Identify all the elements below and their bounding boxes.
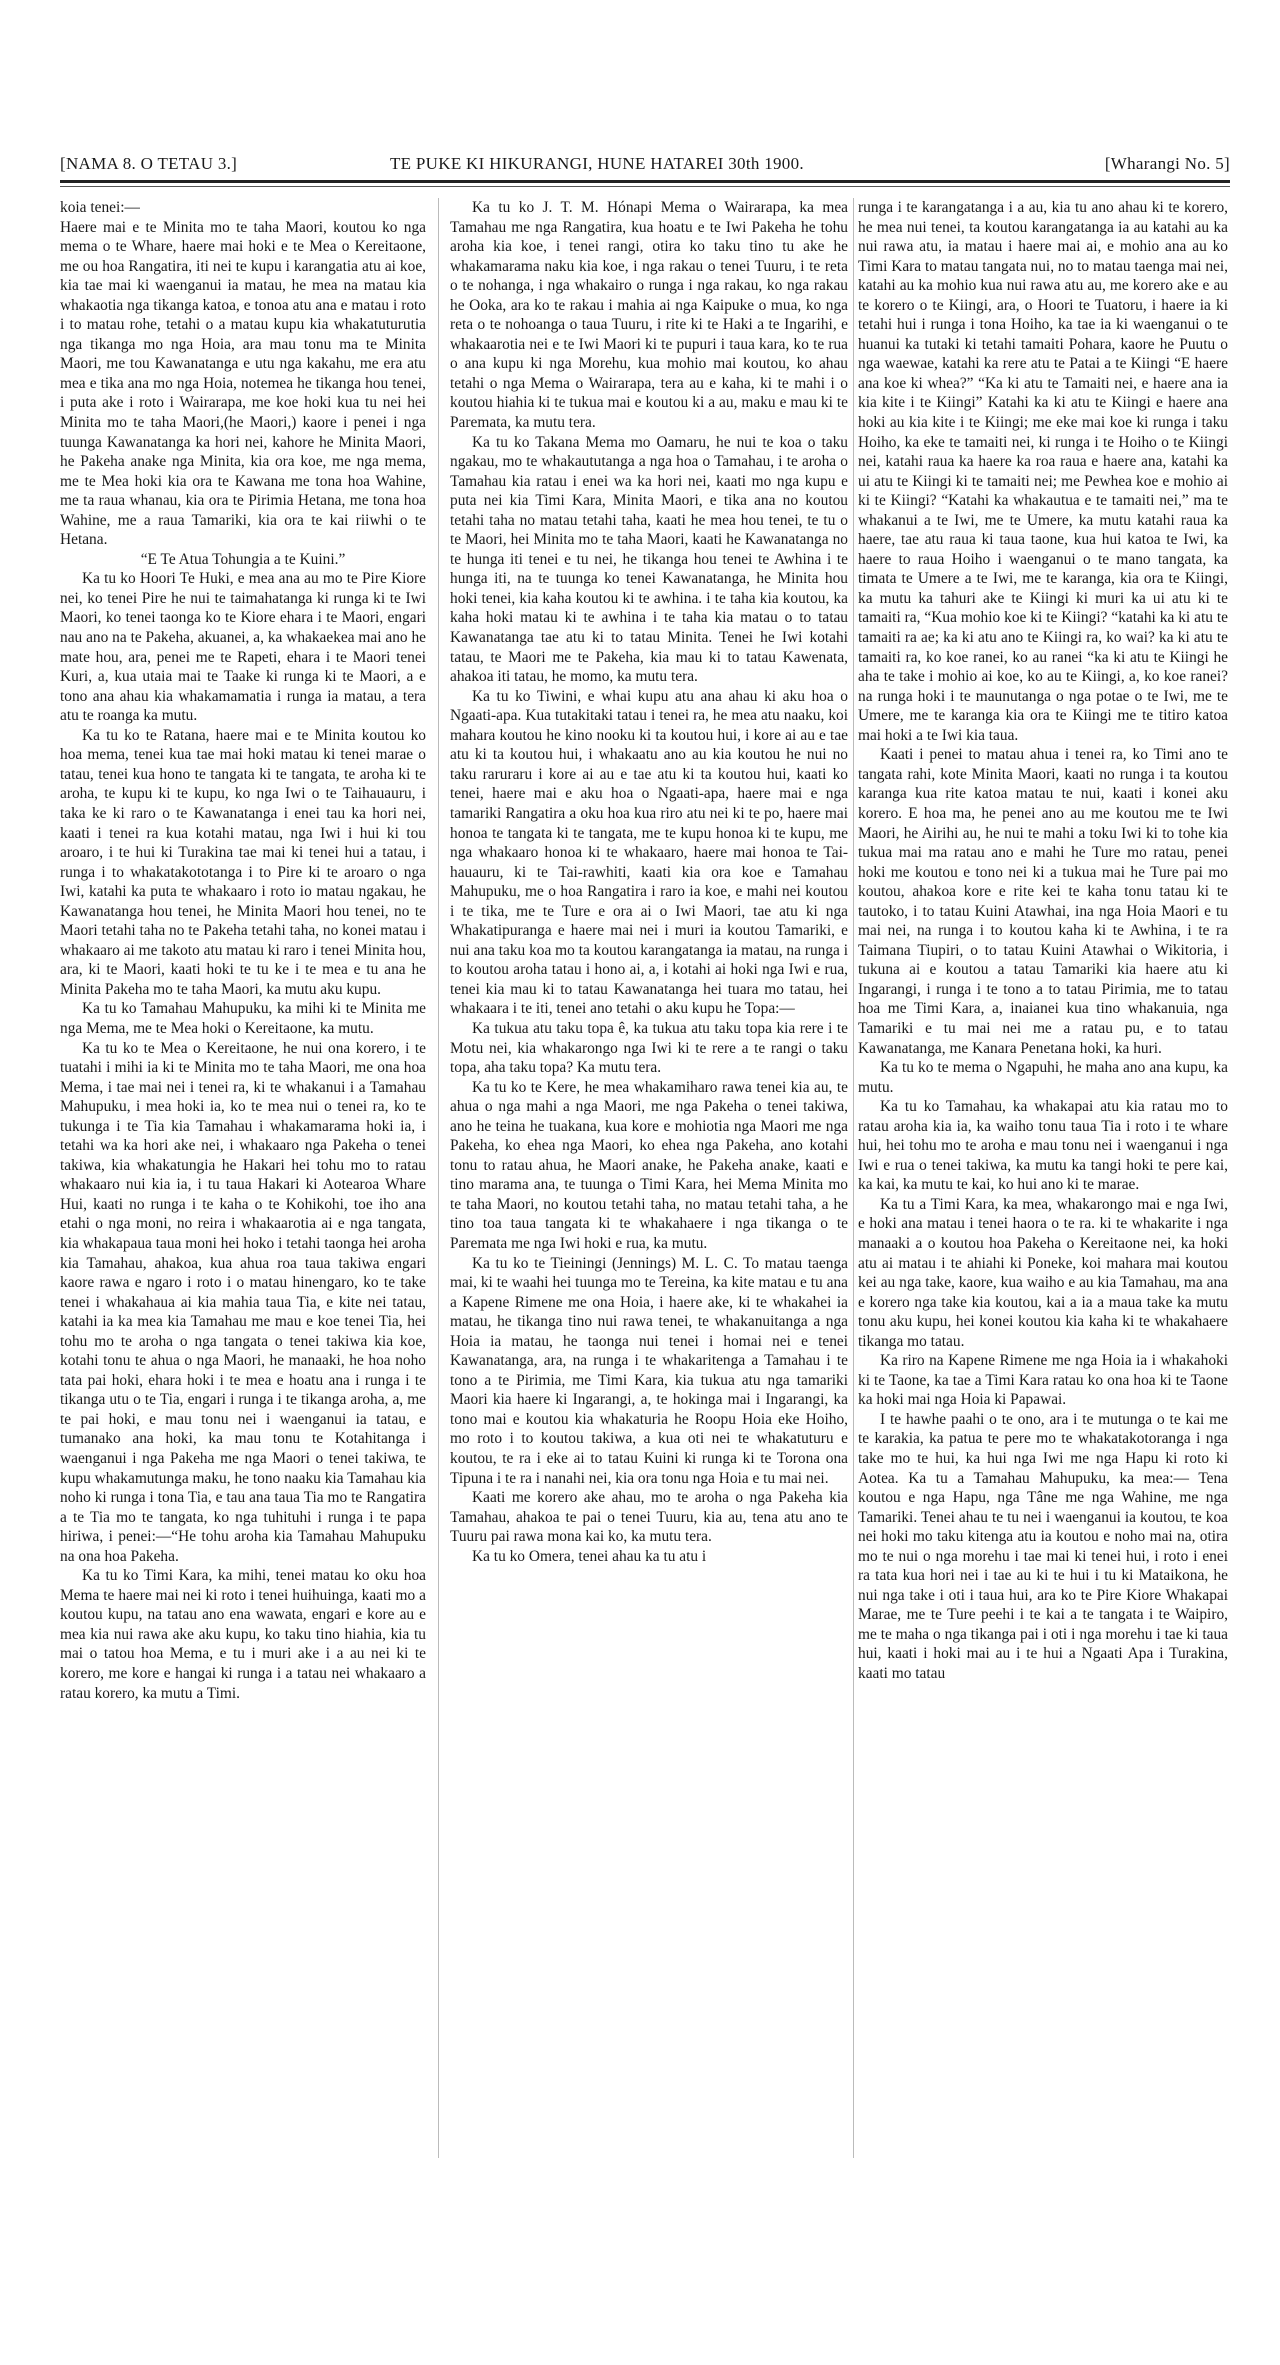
article-paragraph: Ka tu ko te Kere, he mea whakamiharo rawa tenei kia au, te ahua o nga mahi a nga Maori, me nga Pakeha o tenei takiwa, ano he teina he tuakana, kua kore e mohiotia nga Maori me nga Pakeha, ko ehea nga Maori, ko ehea nga Pakeha, ano kotahi tonu to ratau ahua, he Maori anake, he Pakeha anake, kaati e tino marama ana, te tuunga o Timi Kara, hei Mema Minita mo te taha Maori, no koutou tetahi taha, no matau tetahi taha, a he tino toa taua tangata ki te whakahaere i nga tikanga o te Paremata me nga Iwi hoki e rua, ka mutu. <box>450 1078 848 1252</box>
article-paragraph: Kaati i penei to matau ahua i tenei ra, ko Timi ano te tangata rahi, kote Minita Maori, kaati no runga i ta koutou karanga kua rite katoa matau te nui, kaati i konei aku korero. E hoa ma, he penei ano au me koutou me te Iwi Maori, he Airihi au, he nui te mahi a toku Iwi ki to tohe kia tukua mai ma ratau ano e mahi he Ture mo ratau, penei hoki me koutou e tono nei ki a tukua mai he Ture pai mo koutou, ahakoa kore e rite kei te kaha tonu tatau ki te tautoko, i to tatau Kuini Atawhai, ina nga Hoia Maori e tu mai nei, na runga i to koutou kaha ki te Awhina, i te ra Taimana Tiupiri, o to tatau Kuini Atawhai o Wikitoria, i tukuna ai e koutou a tatau Tamariki kia haere atu ki Ingarangi, i runga i te tono a to tatau Pirimia, me to tatau hoa me Timi Kara, a, inaianei kua tino whakanuia, nga Tamariki e tu mai nei me a ratau pu, e to tatau Kawanatanga, me Kanara Penetana hoki, ka huri. <box>858 746 1228 1057</box>
masthead <box>60 150 1230 176</box>
article-paragraph: Ka tu ko te mema o Ngapuhi, he maha ano ana kupu, ka mutu. <box>858 1059 1228 1096</box>
article-paragraph: Ka riro na Kapene Rimene me nga Hoia ia i whakahoki ki te Taone, ka tae a Timi Kara ratau ko ona hoa ki te Taone ka hoki mai nga Hoia ki Papawai. <box>858 1352 1228 1409</box>
header-rule-thin <box>60 186 1230 187</box>
article-paragraph: Ka tu a Timi Kara, ka mea, whakarongo mai e nga Iwi, e hoki ana matau i tenei haora o te ra. ki te whakarite i nga manaaki a o koutou hoa Pakeha o Kereitaone nei, ka hoki atu ai matau i te ahiahi ki Poneke, koi mahara mai koutou kei au nga take, kaore, kua waiho e au kia Tamahau, ma ana e korero nga take kia koutou, kai a ia a maua take ka mutu tonu aku kupu, hei konei koutou kia kaha ki te whakahaere tikanga mo tatau. <box>858 1195 1228 1350</box>
article-paragraph: I te hawhe paahi o te ono, ara i te mutunga o te kai me te karakia, ka patua te pere mo te whakatakotoranga i nga take mo te hui, ka hui nga Iwi me nga Hapu ki roto ki Aotea. Ka tu a Tamahau Mahupuku, ka mea:— Tena koutou e nga Hapu, nga Tâne me nga Wahine, me nga Tamariki. Tenei ahau te tu nei i waenganui ia koutou, te koa nei hoki mo taku kitenga atu ia koutou e noho mai na, otira mo te nui o nga morehu i tae mai ki tenei hui, i roto i enei ra tata kua hori nei i tae au ki te hui i tu ki Mataikona, he nui nga take i oti i taua hui, ara ko te Pire Kiore Whakapai Marae, me te Ture peehi i te kai a te tangata i te Waipiro, me te maha o nga tikanga pai i oti i nga morehu i tae ki taua hui, kaati i hoki mai au i te hui a Ngaati Apa i Turakina, kaati mo tatau <box>858 1410 1228 1683</box>
issue-number: [NAMA 8. O TETAU 3.] <box>60 154 238 173</box>
article-paragraph: Ka tu ko te Mea o Kereitaone, he nui ona korero, i te tuatahi i mihi ia ki te Minita mo te taha Maori, me ona hoa Mema, i tae mai nei i tenei ra, ki te whakanui i a Tamahau Mahupuku, i mea hoki ia, ko te mea nui o tenei ra, ko te tukunga i te Tia kia Tamahau i whakamarama hoki ia, i tetahi wa ka hori ake nei, i whakaaro nga Pakeha o tenei takiwa, kia whakatungia he Hakari hei tohu mo to ratau whakaaro nui kia ia, i tu taua Hakari ki Aotearoa Whare Hui, kaati no runga i te kaha o te Kohikohi, toe iho ana etahi o nga moni, no reira i whakaarotia ai e nga tangata, kia whakapaua taua moni hei hoko i tetahi taonga hei aroha kia Tamahau, ahakoa, kua ahua roa taua takiwa engari kaore rawa e ngaro i roto i o matau hinengaro, ko te take tenei i whakahaua ai kia mahia taua Tia, e kite nei tatau, katahi ia ka mea kia Tamahau me mau e koe tenei Tia, hei tohu mo te aroha o nga tangata o tenei takiwa kia koe, kotahi tonu te ahua o nga Maori, he manaaki, he hoa noho tata pai hoki, ehara hoki i te mea e hoatu ana i runga i te tikanga utu o te Tia, engari i runga i te tikanga aroha, a, me te pai hoki, e mau tonu nei i waenganui ia tatau, e tumanako ana hoki, ka mau tonu te Kotahitanga i waenganui i nga Pakeha me nga Maori o tenei takiwa, te kupu whakamutunga maku, he tono naaku kia Tamahau kia noho ki runga i tona Tia, e tau ana taua Tia mo te Rangatira a te Tia mo te tangata, ko nga tuhituhi i runga i te papa hiriwa, i penei:—“He tohu aroha kia Tamahau Mahupuku na ona hoa Pakeha. <box>60 1039 426 1565</box>
article-column-2 <box>450 198 848 1566</box>
article-paragraph: “E Te Atua Tohungia a te Kuini.” <box>140 550 346 568</box>
column-divider <box>438 198 439 2158</box>
article-paragraph: Ka tu ko te Ratana, haere mai e te Minita koutou ko hoa mema, tenei kua tae mai hoki matau ki tenei marae o tatau, tenei kua hono te tangata ki te tangata, te aroha ki te aroha, te kupu ki te kupu, ko nga Iwi o te Taihauauru, i taka ke ki raro o te Kawanatanga i enei tau ka hori nei, kaati i tenei ra kua kotahi matau, nga Iwi i hui ki tou aroaro, i te hui ki Turakina tae mai ki tenei hui a tatau, i runga i to whakatakototanga i to Pire ki te aroaro o nga Iwi, katahi ka puta te whakaaro i roto io matau ngakau, he Kawanatanga hou tenei, he Minita Maori hou tenei, no te Maori tetahi taha no te Pakeha tetahi taha, no konei matau i whakaaro ai me takoto atu matau ki raro i tenei Minita hou, ara, ki te Maori, kaati hoki te tu ke i te mea e tu ana he Minita Pakeha mo te taha Maori, ka mutu aku kupu. <box>60 726 426 998</box>
article-paragraph: Ka tu ko J. T. M. Hónapi Mema o Wairarapa, ka mea Tamahau me nga Rangatira, kua hoatu e te Iwi Pakeha he tohu aroha kia koe, i tenei rangi, otira ko taku tino tu ake he whakamarama naku kia koe, i nga rakau o tenei Tuuru, i te reta o te nohanga, i nga whakairo o runga i nga rakau, ko nga rakau he Ooka, ara ko te rakau i mahia ai nga Kaipuke o mua, ko nga reta o te nohoanga o taua Tuuru, i rite ki te Haki a te Ingarihi, e whakaarotia nei e te Iwi Maori ki te pupuri i taua kara, ko te rua o ana kupu ki nga Morehu, kua mohio mai koutou, ko ahau tetahi o nga Mema o Wairarapa, tera au e kaha, ki te mahi i o koutou hiahia ki te tukua mai e koutou ki a au, maku e mau ki te Paremata, ka mutu tera. <box>450 199 848 432</box>
article-paragraph: Ka tu ko Takana Mema mo Oamaru, he nui te koa o taku ngakau, mo te whakaututanga a nga hoa o Tamahau, i te aroha o Tamahau kia ratau i enei wa ka hori nei, kaati mo nga kupu e puta nei kia Timi Kara, Minita Maori, e tika ana no koutou tetahi taha no matau tetahi taha, kaati he mea hou tenei, te tu o te Maori, hei Minita mo te taha Maori, kaati he Kawanatanga no te hunga iti tenei e tu nei, he tikanga hou tenei te Awhina i te hunga iti, na te tuunga ko tenei Kawanatanga, he Minita hou hoki tenei, kia kaha koutou ki te awhina. i te taha kia koutou, ka kaha hoki matau ki te awhina i te taha kia matau o to tatau Kawanatanga tae atu ki to tatau Minita. Tenei he Iwi kotahi tatau, te Maori me te Pakeha, kia mau ki to tatau Kawenata, ahakoa iti tatau, he momo, ka mutu tera. <box>450 433 848 686</box>
article-paragraph: Ka tu ko Omera, tenei ahau ka tu atu i <box>472 1547 707 1565</box>
article-paragraph: Ka tu ko Tamahau Mahupuku, ka mihi ki te Minita me nga Mema, me te Mea hoki o Kereitaone, ka mutu. <box>60 1000 426 1037</box>
article-paragraph: runga i te karangatanga i a au, kia tu ano ahau ki te korero, he mea nui tenei, ta koutou karangatanga ia au katahi au ka nui rawa atu, ia matau i haere mai ai, e mohio ana au ko Timi Kara to matau tangata nui, no to matau taenga mai nei, katahi au ka mohio kua nui rawa atu au, me korero ake e au te korero o te Kiingi, ara, o Hoori te Tuatoru, i haere ia ki tetahi hui i runga i tona Hoiho, ka tae ia ki waenganui o te huanui ka tutaki ki tetahi tamaiti Pohara, kaore he Puutu o nga waewae, katahi ka rere atu te Patai a te Kiingi “E haere ana koe ki whea?” “Ka ki atu te Tamaiti nei, e haere ana ia kia kite i te Kiingi” Katahi ka ki atu te Kiingi e haere ana hoki au kia kite i te Kiingi; me eke mai koe ki runga i taku Hoiho, ka eke te tamaiti nei, ki runga i te Hoiho o te Kiingi nei, katahi raua ka haere ka roa raua e haere ana, katahi ka ui atu te Kiingi ki te tamaiti nei; me Pewhea koe e mohio ai ki te Kiingi? “Katahi ka whakautua e te tamaiti nei,” ma te whakanui a te Iwi, me te Umere, ka mutu katahi raua ka haere, tae atu raua ki taua taone, kua hui katoa te Iwi, ka haere to raua Hoiho i waenganui o te mano tangata, ka timata te Umere a te Iwi, me te karanga, kia ora te Kiingi, ka mutu ka tahuri ake te Kiingi ki muri ka ui atu ki te tamaiti ra, “Kua mohio koe ki te Kiingi? “katahi ka ki atu te tamaiti ra ae; ka ki atu ano te Kiingi ra, ko wai? ka ki atu te tamaiti ra, ko koe ranei, ko au ranei “ka ki atu te Kiingi he aha te take i mohio ai koe, ko au te Kiingi, a, ko koe ranei? na runga hoki i te maunutanga o nga potae o te Iwi, me te Umere, me te karanga kia ora te Kiingi me te titiro katoa mai hoki a te Iwi kia taua. <box>858 199 1228 744</box>
article-paragraph: Ka tu ko Hoori Te Huki, e mea ana au mo te Pire Kiore nei, ko tenei Pire he nui te taimahatanga ki runga ki te Iwi Maori, ko tenei taonga ko te Kiore ehara i te Maori, engari nau ano na te Pakeha, akuanei, a, ka whakaekea mai ano he mate hou, ara, penei me te Rapeti, ehara i te Maori tenei Kuri, a, kua utaia mai te Taake ki runga ki te Maori, a e tono ana ahau kia whakamamatia i runga ia matau, a tera atu te roanga ka mutu. <box>60 570 426 725</box>
column-divider <box>853 198 854 2158</box>
article-paragraph: Ka tu ko Tiwini, e whai kupu atu ana ahau ki aku hoa o Ngaati-apa. Kua tutakitaki tatau i tenei ra, he mea atu naaku, koi mahara koutou he kino nooku ki ta koutou hui, i kore ai au e tae atu ki ta koutou hui, i whakaatu ano au kia koutou he nui no taku raruraru i kore ai au e tae atu ki ta koutou hui, kaati ko tenei, haere mai e aku hoa o Ngaati-apa, haere mai e nga tamariki Rangatira a oku hoa kua riro atu nei ki te po, haere mai honoa te tangata ki te tangata, me te kupu honoa ki te kupu, me nga whakaaro honoa ki te whakaaro, haere mai honoa te Tai-hauauru, ki te Tai-rawhiti, kaati kia ora koe e Tamahau Mahupuku, me o hoa Rangatira i raro ia koe, e mahi nei koutou i te tika, me te Ture e ora ai o Iwi Maori, tae atu ki nga Whakatipuranga e haere mai nei i muri ia koutou Tamariki, e nui ana taku koa mo ta koutou karangatanga ia matau, na runga i to koutou aroha tatau i hono ai, a, i kotahi ai hoki nga Iwi e rua, tenei kia mau ki to tatau Kawanatanga hei tuara mo tatau, hei whakaara i te iti, tenei ano tetahi o aku kupu he Topa:— <box>450 687 848 1018</box>
page-number: [Wharangi No. 5] <box>1104 154 1230 173</box>
article-paragraph: Haere mai e te Minita mo te taha Maori, koutou ko nga mema o te Whare, haere mai hoki e te Mea o Kereitaone, me ou hoa Rangatira, iti nei te kupu i karangatia atu ai koe, kia tae mai ki waenganui ia matau, he mea na matau kia whakaotia nga tikanga katoa, e tonoa atu ana e matau i roto i to matau rohe, tetahi o a matau kupu kia whakatuturutia nga tikanga mo nga Hoia, ara mau tonu ma te Minita Maori, me tou Kawanatanga e utu nga kakahu, me era atu mea e tika ana mo nga Hoia, notemea he tikanga hou tenei, i puta ake i roto i Wairarapa, me koe hoki kua tu nei hei Minita mo te taha Maori,(he Maori,) kaore i penei i nga tuunga Kawanatanga ka hori nei, kahore he Minita Maori, he Pakeha anake nga Minita, kia ora koe, me nga mema, me te Mea hoki kia ora te Kawana me tona hoa Wahine, me ta raua whanau, kia ora te Pirimia Hetana, me tona hoa Wahine, me a raua Tamariki, kia ora te kai riiwhi o te Hetana. <box>60 218 426 549</box>
article-paragraph: Ka tu ko Tamahau, ka whakapai atu kia ratau mo to ratau aroha kia ia, ka waiho tonu taua Tia i roto i te whare hui, hei tohu mo te aroha e mau tonu nei i waenganui i nga Iwi e rua o tenei takiwa, ka mutu ka tangi hoki te pere kai, ka kai, ka mutu te kai, ko hui ano ki te marae. <box>858 1098 1228 1194</box>
article-paragraph: koia tenei:— <box>60 199 140 216</box>
article-column-3 <box>858 198 1228 1684</box>
article-paragraph: Ka tukua atu taku topa ê, ka tukua atu taku topa kia rere i te Motu nei, kia whakarongo nga Iwi ki te rere a te rangi o taku topa, aha taku topa? Ka mutu tera. <box>450 1019 848 1077</box>
header-rule <box>60 180 1230 183</box>
article-paragraph: Ka tu ko Timi Kara, ka mihi, tenei matau ko oku hoa Mema te haere mai nei ki roto i tenei huihuinga, kaati mo a koutou kupu, na tatau ano ena wawata, engari e kore au e mea kia nui rawa ake aku kupu, ko taku tino hiahia, kia tu mai o tatou hoa Mema, e tu i muri ake i a au nei ki te korero, me kore e hangai ki runga i a tatau nei whakaaro a ratau korero, ka mutu a Timi. <box>60 1567 426 1702</box>
article-paragraph: Kaati me korero ake ahau, mo te aroha o nga Pakeha kia Tamahau, ahakoa te pai o tenei Tuuru, kia au, tena atu ano te Tuuru pai rawa mona kai ko, ka mutu tera. <box>450 1489 848 1546</box>
article-paragraph: Ka tu ko te Tieiningi (Jennings) M. L. C. To matau taenga mai, ki te waahi hei tuunga mo te Tereina, ka kite matau e tu ana a Kapene Rimene me ona Hoia, i haere ake, ki te whakahei ia matau, he tikanga tino nui rawa tenei, te whakanuitanga a nga Hoia ia matau, he taonga nui tenei i homai nei e tenei Kawanatanga, ara, na runga i te whakaritenga a Tamahau i te tono a te Pirimia, me Timi Kara, kia tukua atu nga tamariki Maori kia haere ki Ingarangi, a, te hokinga mai i Ingarangi, ka tono mai e koutou kia whakaturia he Roopu Hoia eke Hoiho, mo roto i to koutou takiwa, a kua oti nei te whakatuturu e koutou, te ra i eke ai to tatau Kuini ki runga ki te Torona ona Tipuna i te ra i nanahi nei, kia ora tonu nga Hoia e tu mai nei. <box>450 1254 848 1487</box>
newspaper-title-date: TE PUKE KI HIKURANGI, HUNE HATAREI 30th 1900. <box>390 154 804 173</box>
article-column-1 <box>60 198 426 1703</box>
